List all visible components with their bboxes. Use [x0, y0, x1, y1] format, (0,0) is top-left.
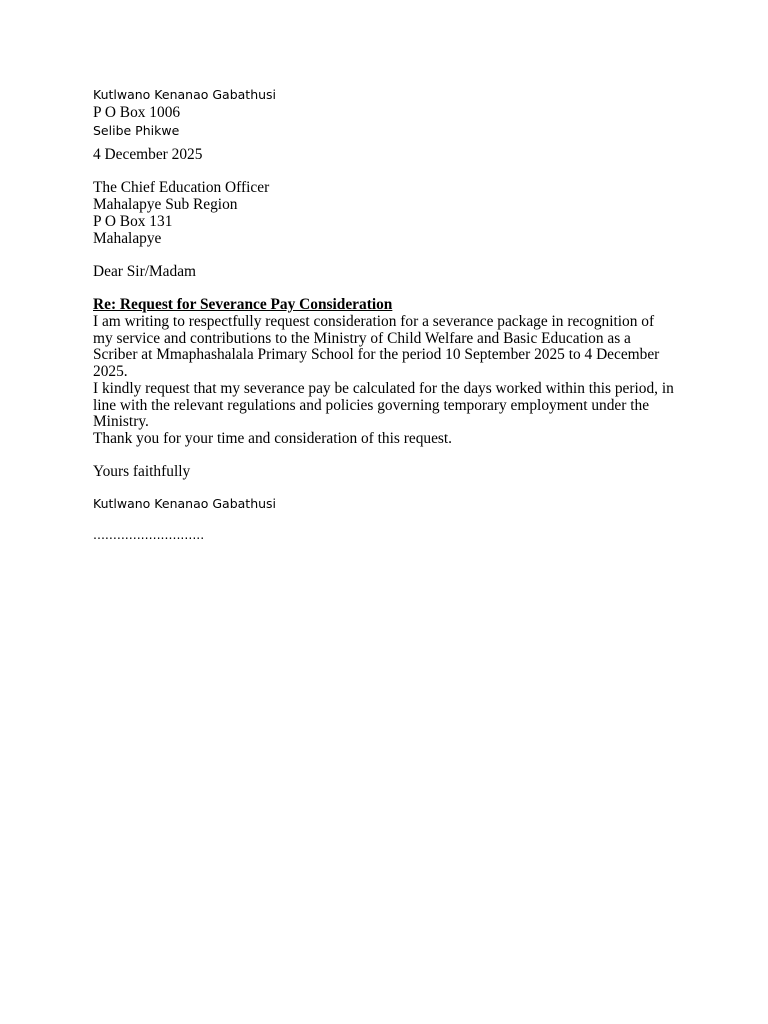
salutation — [93, 264, 677, 281]
recipient-region: Mahalapye Sub Region — [93, 196, 238, 214]
signature-line — [93, 526, 677, 544]
subject-line — [93, 297, 677, 314]
recipient-town: Mahalapye — [93, 229, 162, 247]
recipient-address — [93, 180, 677, 247]
recipient-title: The Chief Education Officer — [93, 179, 270, 197]
sender-name: Kutlwano Kenanao Gabathusi — [93, 87, 277, 102]
recipient-box: P O Box 131 — [93, 212, 173, 230]
letter-body — [93, 86, 677, 544]
subject-text: Re: Request for Severance Pay Consideration — [93, 296, 393, 314]
closing-text: Yours faithfully — [93, 463, 191, 481]
sender-address — [93, 86, 677, 140]
sender-town: Selibe Phikwe — [93, 123, 180, 138]
letter-date — [93, 147, 677, 164]
closing — [93, 464, 677, 481]
salutation-text: Dear Sir/Madam — [93, 262, 197, 280]
date-text: 4 December 2025 — [93, 146, 203, 163]
signature-dots: ............................ — [93, 527, 205, 542]
body-paragraph-3: Thank you for your time and consideration of this request. — [93, 429, 453, 447]
signature-name — [93, 495, 677, 513]
sender-box: P O Box 1006 — [93, 104, 181, 121]
signature-name-text: Kutlwano Kenanao Gabathusi — [93, 496, 277, 511]
body-paragraph-1: I am writing to respectfully request consideration for a severance package in recognition of my service and contributions to the Ministry of Child Welfare and Basic Education as a Scriber at Mmaphashalala Primary School for the period 10 September 2025 to 4 December 2025. — [93, 312, 660, 381]
body-paragraph-2: I kindly request that my severance pay be calculated for the days worked within this period, in line with the relevant regulations and policies governing temporary employment under the Ministry. — [93, 379, 674, 431]
